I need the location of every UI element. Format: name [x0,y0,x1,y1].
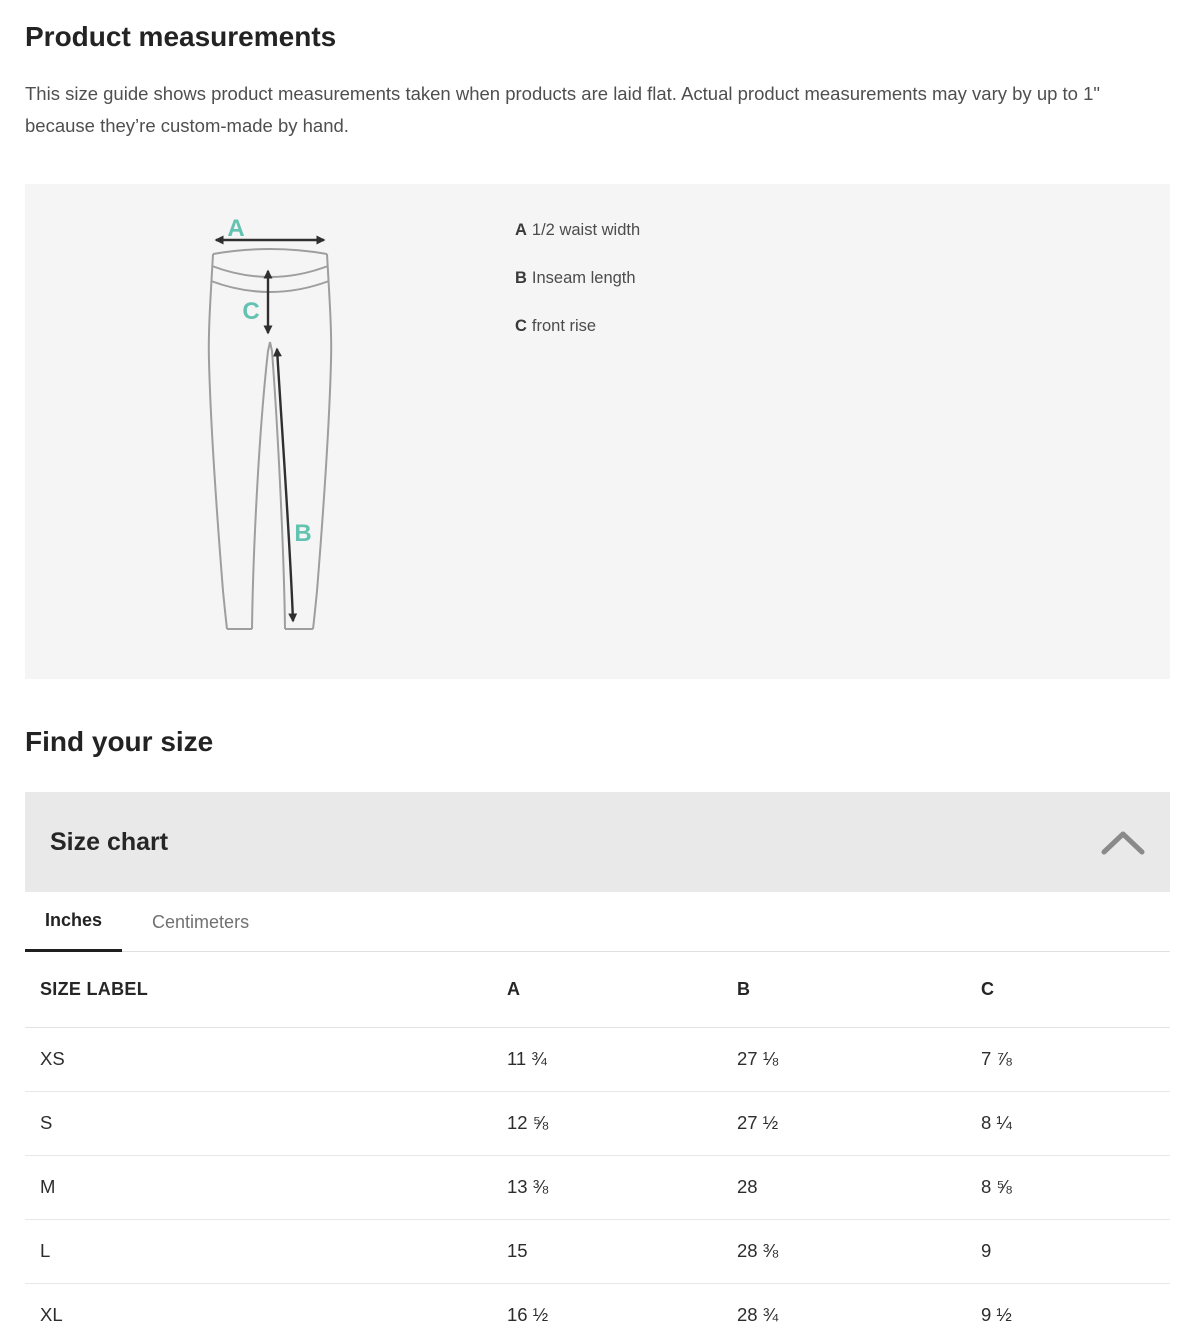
value-c-cell: 7 ⅞ [981,1027,1170,1091]
table-row-s [25,1091,1170,1155]
column-header-b: B [737,952,981,1027]
tab-centimeters-label: Centimeters [152,911,250,932]
tab-inches[interactable] [25,892,122,952]
size-label-cell: XS [25,1027,507,1091]
legend-item-c [515,316,640,336]
legend-item-a [515,220,640,240]
diagram-letter-a: A [227,215,245,242]
diagram-letter-b: B [294,520,312,547]
measurement-arrows [216,240,324,621]
value-b-cell: 27 ⅛ [737,1027,981,1091]
value-b-cell: 28 ⅜ [737,1219,981,1283]
value-a-cell: 15 [507,1219,737,1283]
diagram-letter-c: C [242,298,260,325]
legend-key-a: A [515,221,527,239]
column-header-a: A [507,952,737,1027]
legend-key-c: C [515,317,527,335]
column-header-size-label: SIZE LABEL [25,952,507,1027]
table-row-xs [25,1027,1170,1091]
leggings-outline [209,249,331,629]
value-b-cell: 28 ¾ [737,1283,981,1330]
value-c-cell: 9 [981,1219,1170,1283]
value-a-cell: 11 ¾ [507,1027,737,1091]
unit-tabs [25,892,1170,952]
value-a-cell: 13 ⅜ [507,1155,737,1219]
value-c-cell: 8 ¼ [981,1091,1170,1155]
size-chart-header[interactable] [25,792,1170,892]
diagram-legend [515,220,640,364]
page-title: Product measurements [25,21,337,52]
value-b-cell: 28 [737,1155,981,1219]
tab-inches-label: Inches [45,910,103,930]
legend-label-a: 1/2 waist width [531,221,641,239]
value-a-cell: 16 ½ [507,1283,737,1330]
size-label-cell: S [25,1091,507,1155]
legend-item-b [515,268,640,288]
leggings-diagram [189,211,351,647]
legend-label-c: front rise [531,317,597,335]
table-row-xl [25,1283,1170,1330]
value-a-cell: 12 ⅝ [507,1091,737,1155]
measurement-diagram-panel [25,184,1170,679]
size-label-cell: M [25,1155,507,1219]
chevron-up-icon[interactable] [1101,827,1145,857]
column-header-c: C [981,952,1170,1027]
table-row-m [25,1155,1170,1219]
tab-centimeters[interactable] [132,892,269,952]
size-chart-table [25,952,1170,1330]
size-chart-title: Size chart [50,827,169,856]
page-description: This size guide shows product measurements taken when products are laid flat. Actual product measurements may vary by up to 1" because they’re custom-made by hand. [25,83,1100,136]
value-c-cell: 8 ⅝ [981,1155,1170,1219]
table-row-l [25,1219,1170,1283]
legend-key-b: B [515,269,527,287]
find-your-size-title: Find your size [25,726,214,757]
value-b-cell: 27 ½ [737,1091,981,1155]
table-header-row [25,952,1170,1027]
size-label-cell: XL [25,1283,507,1330]
value-c-cell: 9 ½ [981,1283,1170,1330]
size-label-cell: L [25,1219,507,1283]
legend-label-b: Inseam length [531,269,636,287]
